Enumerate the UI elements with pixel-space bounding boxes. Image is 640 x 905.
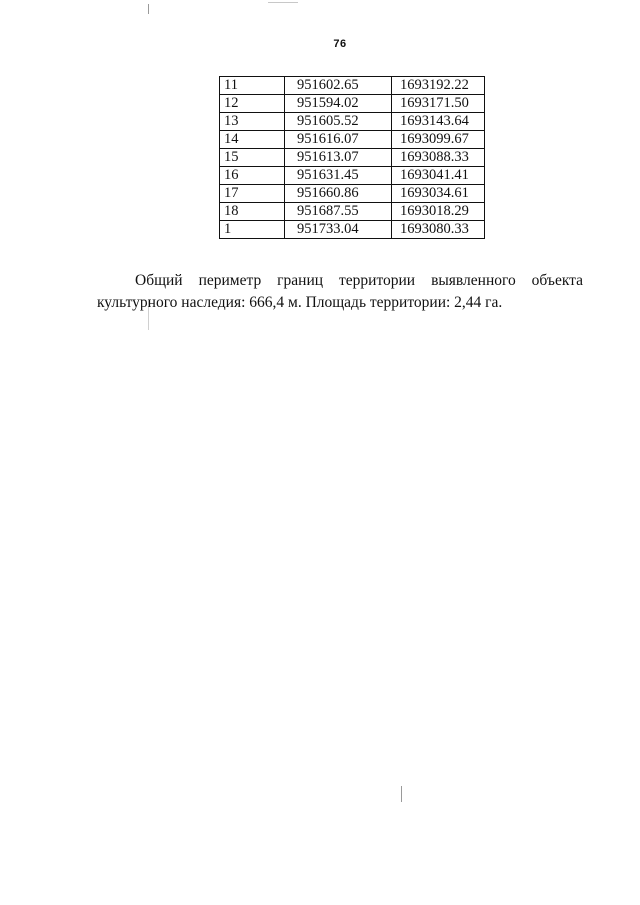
table-row	[220, 203, 485, 221]
y-coordinate-cell: 1693143.64	[392, 113, 485, 131]
summary-line-perimeter: Общий периметр границ территории выявленного объекта	[135, 272, 583, 289]
point-number-cell: 15	[220, 149, 285, 167]
y-coordinate-cell: 1693034.61	[392, 185, 485, 203]
y-coordinate-cell: 1693088.33	[392, 149, 485, 167]
territory-summary	[97, 270, 583, 314]
coordinates-table-body	[220, 77, 485, 239]
y-coordinate-cell: 1693080.33	[392, 221, 485, 239]
point-number-cell: 12	[220, 95, 285, 113]
x-coordinate-cell: 951660.86	[285, 185, 392, 203]
point-number-cell: 13	[220, 113, 285, 131]
y-coordinate-cell: 1693041.41	[392, 167, 485, 185]
x-coordinate-cell: 951605.52	[285, 113, 392, 131]
table-row	[220, 95, 485, 113]
table-row	[220, 149, 485, 167]
x-coordinate-cell: 951733.04	[285, 221, 392, 239]
coordinates-table	[219, 76, 485, 239]
summary-line-area: культурного наследия: 666,4 м. Площадь территории: 2,44 га.	[97, 294, 503, 311]
table-row	[220, 113, 485, 131]
point-number-cell: 16	[220, 167, 285, 185]
x-coordinate-cell: 951631.45	[285, 167, 392, 185]
table-row	[220, 167, 485, 185]
page-number: 76	[333, 38, 347, 50]
table-row	[220, 221, 485, 239]
x-coordinate-cell: 951616.07	[285, 131, 392, 149]
y-coordinate-cell: 1693171.50	[392, 95, 485, 113]
point-number-cell: 11	[220, 77, 285, 95]
x-coordinate-cell: 951687.55	[285, 203, 392, 221]
table-row	[220, 185, 485, 203]
point-number-cell: 1	[220, 221, 285, 239]
scan-mark-top-right	[268, 2, 298, 3]
y-coordinate-cell: 1693192.22	[392, 77, 485, 95]
y-coordinate-cell: 1693018.29	[392, 203, 485, 221]
x-coordinate-cell: 951602.65	[285, 77, 392, 95]
table-row	[220, 77, 485, 95]
x-coordinate-cell: 951613.07	[285, 149, 392, 167]
table-row	[220, 131, 485, 149]
point-number-cell: 18	[220, 203, 285, 221]
x-coordinate-cell: 951594.02	[285, 95, 392, 113]
y-coordinate-cell: 1693099.67	[392, 131, 485, 149]
point-number-cell: 14	[220, 131, 285, 149]
point-number-cell: 17	[220, 185, 285, 203]
scan-mark-top	[148, 4, 149, 14]
scan-mark-bottom	[401, 786, 402, 802]
